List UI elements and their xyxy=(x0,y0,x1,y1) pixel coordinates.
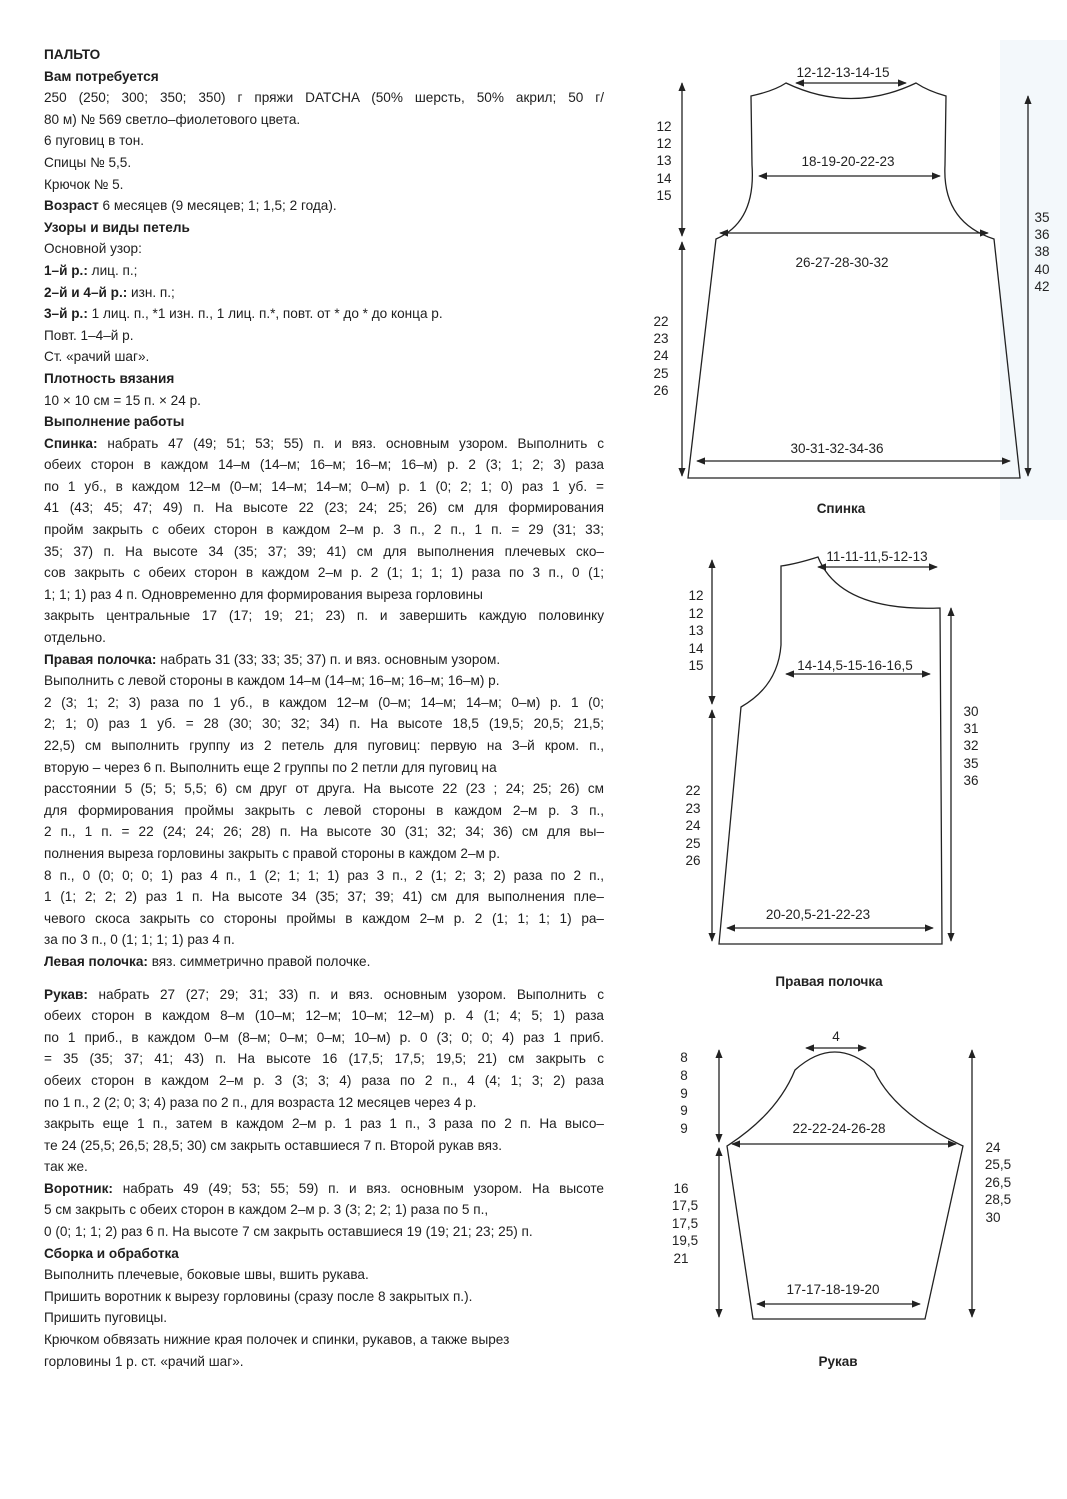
front-shoulder-label: 11-11-11,5-12-13 xyxy=(826,549,928,564)
sleeve-body-height: 17,5 xyxy=(671,1198,699,1213)
line-text: Ст. «рачий шаг». xyxy=(44,349,150,365)
back-hem-label: 30-31-32-34-36 xyxy=(790,441,884,456)
front-side-height: 26 xyxy=(685,853,701,868)
back-neck-label: 12-12-13-14-15 xyxy=(796,65,890,80)
back-mid-label: 26-27-28-30-32 xyxy=(795,255,889,270)
back-outline xyxy=(688,83,1020,478)
back-armhole-height: 12 xyxy=(656,119,672,134)
front-chest-label: 14-14,5-15-16-16,5 xyxy=(797,658,913,673)
back-armhole-height: 12 xyxy=(656,136,672,151)
line-label: 3–й р.: xyxy=(44,306,88,322)
line-text: = 35 (35; 37; 41; 43) п. На высоте 16 (17,5; 17,5; 19,5; 21) см закрыть с xyxy=(44,1051,604,1067)
line-label: Сборка и обработка xyxy=(44,1245,179,1261)
back-total-height: 38 xyxy=(1034,244,1050,259)
line-text: закрыть центральные 17 (17; 19; 21; 23) п. и завершить каждую половинку xyxy=(44,608,604,624)
line-text: пройм закрыть с обеих сторон в каждом 2–м р. 3 п., 2 п., 1 п. = 29 (31; 33; xyxy=(44,522,604,538)
sleeve-caption: Рукав xyxy=(818,1354,858,1369)
front-armhole-height: 15 xyxy=(688,658,704,673)
line-label: Рукав: xyxy=(44,986,88,1002)
line-text: 6 пуговиц в тон. xyxy=(44,133,145,149)
sleeve-total-height: 28,5 xyxy=(984,1192,1012,1207)
back-side-height: 22 xyxy=(653,314,669,329)
back-caption: Спинка xyxy=(816,501,866,516)
line-text: Пришить воротник к вырезу горловины (сразу после 8 закрытых п.). xyxy=(44,1288,473,1304)
line-text: 22,5) см выполнить группу из 2 петель для пуговиц: первую на 3–й кром. п., xyxy=(44,738,604,753)
sleeve-cap-height: 8 xyxy=(680,1050,688,1065)
line-text: отдельно. xyxy=(44,630,106,646)
line-text: 0 (0; 1; 1; 2) раз 6 п. На высоте 7 см закрыть оставшиеся 19 (19; 21; 23; 25) п. xyxy=(44,1224,533,1240)
front-armhole-height: 13 xyxy=(688,623,704,638)
line-text: 1 лиц. п., *1 изн. п., 1 лиц. п.*, повт. от * до * до конца р. xyxy=(87,306,443,322)
line-text: Пришить пуговицы. xyxy=(44,1310,168,1326)
line-label: Вам потребуется xyxy=(44,68,159,84)
line-text: для формирования проймы закрыть с левой стороны в каждом 2–м р. 3 п., xyxy=(44,802,604,818)
sleeve-outline xyxy=(727,1052,963,1319)
sleeve-cap-height: 9 xyxy=(680,1121,688,1136)
back-total-height: 36 xyxy=(1034,227,1050,242)
line-text: Выполнить с левой стороны в каждом 14–м (14–м; 16–м; 16–м; 16–м) р. xyxy=(44,673,500,689)
line-text: так же. xyxy=(44,1159,88,1175)
front-armhole-height: 12 xyxy=(688,606,704,621)
front-total-height: 31 xyxy=(963,721,979,736)
line-text: закрыть еще 1 п., затем в каждом 2–м р. 1 раз 1 п., 3 раза по 2 п. На высо– xyxy=(44,1116,604,1132)
front-total-height: 32 xyxy=(963,738,979,753)
line-text: набрать 27 (27; 29; 31; 33) п. и вяз. основным узором. Выполнить с xyxy=(87,986,604,1002)
line-label: Воротник: xyxy=(44,1180,113,1196)
line-text: Спицы № 5,5. xyxy=(44,154,132,170)
back-side-height: 25 xyxy=(653,366,669,381)
line-label: Правая полочка: xyxy=(44,651,157,667)
line-text: 250 (250; 300; 350; 350) г пряжи DATCHA (50% шерсть, 50% акрил; 50 г/ xyxy=(44,90,604,106)
page-title: ПАЛЬТО xyxy=(44,47,101,62)
front-outline xyxy=(719,557,942,944)
line-text: изн. п.; xyxy=(127,284,175,300)
line-text: чевого скоса закрыть со стороны проймы в каждом 2–м р. 2 (1; 1; 1; 1) ра– xyxy=(44,910,604,926)
front-side-heights xyxy=(685,783,701,868)
line-text: 35; 37) п. На высоте 34 (35; 37; 39; 41) см для выполнения плечевых ско– xyxy=(44,543,604,559)
back-armhole-height: 14 xyxy=(656,171,672,186)
line-text: Крючок № 5. xyxy=(44,176,124,192)
line-text: Основной узор: xyxy=(44,241,142,257)
line-text: лиц. п.; xyxy=(87,262,138,278)
line-text: обеих сторон в каждом 2–м р. 3 (3; 3; 4) раза по 2 п., 4 (4; 1; 3; 2) раза xyxy=(44,1072,604,1088)
line-text: обеих сторон в каждом 8–м (10–м; 12–м; 10–м; 12–м) р. 4 (1; 4; 5; 1) раза xyxy=(44,1008,604,1024)
front-side-height: 25 xyxy=(685,836,701,851)
line-text: набрать 47 (49; 51; 53; 55) п. и вяз. основным узором. Выполнить с xyxy=(97,435,604,451)
line-text: горловины 1 р. ст. «рачий шаг». xyxy=(44,1353,244,1369)
back-armhole-heights xyxy=(656,119,672,203)
line-text: расстоянии 5 (5; 5; 5,5; 6) см друг от друга. На высоте 22 (23 ; 24; 25; 26) см xyxy=(44,781,604,797)
sleeve-total-height: 24 xyxy=(985,1140,1001,1155)
sleeve-total-height: 26,5 xyxy=(984,1175,1012,1190)
back-side-height: 24 xyxy=(653,348,669,363)
back-armhole-height: 13 xyxy=(656,153,672,168)
line-text: 10 × 10 см = 15 п. × 24 р. xyxy=(44,392,201,408)
sleeve-top-label: 4 xyxy=(832,1029,840,1044)
back-total-height: 42 xyxy=(1034,279,1050,294)
back-chest-label: 18-19-20-22-23 xyxy=(801,154,895,169)
back-total-heights xyxy=(1034,210,1049,294)
front-total-height: 30 xyxy=(963,704,979,719)
line-label: 2–й и 4–й р.: xyxy=(44,284,128,300)
line-text: 8 п., 0 (0; 0; 0; 1) раз 4 п., 1 (2; 1; 1; 1) раз 3 п., 2 (1; 2; 3; 2) раза по 2 п., xyxy=(44,867,604,883)
front-side-height: 24 xyxy=(685,818,701,833)
sleeve-cap-height: 9 xyxy=(680,1103,688,1118)
line-text: за по 3 п., 0 (1; 1; 1; 1) раз 4 п. xyxy=(44,932,235,948)
line-text: 41 (43; 45; 47; 49) п. На высоте 22 (23; 24; 25; 26) см для формирования xyxy=(44,500,604,516)
line-text: набрать 49 (49; 53; 55; 59) п. и вяз. основным узором. На высоте xyxy=(112,1180,604,1196)
line-text: 80 м) № 569 светло–фиолетового цвета. xyxy=(44,111,301,127)
sleeve-cap-height: 8 xyxy=(680,1068,688,1083)
line-text: полнения выреза горловины закрыть с правой стороны в каждом 2–м р. xyxy=(44,845,500,861)
line-text: вяз. симметрично правой полочке. xyxy=(147,953,371,969)
back-armhole-height: 15 xyxy=(656,188,672,203)
sleeve-body-height: 19,5 xyxy=(671,1233,699,1248)
sleeve-cuff-label: 17-17-18-19-20 xyxy=(786,1282,880,1297)
back-side-height: 23 xyxy=(653,331,669,346)
sleeve-total-height: 30 xyxy=(985,1210,1001,1225)
line-text: по 1 п., 2 (2; 0; 3; 4) раза по 2 п., для возраста 12 месяцев через 4 р. xyxy=(44,1094,477,1110)
sleeve-cap-height: 9 xyxy=(680,1086,688,1101)
front-armhole-height: 12 xyxy=(688,588,704,603)
front-side-height: 23 xyxy=(685,801,701,816)
front-total-heights xyxy=(963,704,978,788)
line-label: Плотность вязания xyxy=(44,370,175,386)
line-label: 1–й р.: xyxy=(44,262,88,278)
front-total-height: 36 xyxy=(963,773,979,788)
back-total-height: 35 xyxy=(1034,210,1050,225)
line-label: Узоры и виды петель xyxy=(44,219,190,235)
sleeve-cap-heights xyxy=(680,1050,688,1136)
front-armhole-height: 14 xyxy=(688,641,704,656)
line-text: Крючком обвязать нижние края полочек и спинки, рукавов, а также вырез xyxy=(44,1332,510,1348)
line-text: 5 см закрыть с обеих сторон в каждом 2–м р. 3 (3; 2; 2; 1) раза по 5 п., xyxy=(44,1202,489,1218)
line-text: по 1 уб., в каждом 12–м (0–м; 14–м; 14–м; 0–м) р. 1 (0; 2; 1; 0) раз 1 уб. = xyxy=(44,478,604,494)
sleeve-body-height: 17,5 xyxy=(671,1216,699,1231)
front-hem-label: 20-20,5-21-22-23 xyxy=(765,907,871,922)
line-text: 1; 1; 1) раз 4 п. Одновременно для формирования выреза горловины xyxy=(44,586,483,602)
front-side-height: 22 xyxy=(685,783,701,798)
front-total-height: 35 xyxy=(963,756,979,771)
sleeve-width-label: 22-22-24-26-28 xyxy=(792,1121,886,1136)
line-text: вторую – через 6 п. Выполнить еще 2 группы по 2 петли для пуговиц на xyxy=(44,759,497,775)
sleeve-total-heights xyxy=(985,1140,1011,1225)
line-text: сов закрыть с обеих сторон в каждом 2–м р. 2 (1; 1; 1; 1) раза по 3 п., 0 (1; xyxy=(44,565,604,581)
line-text: 2 (3; 1; 2; 3) раза по 1 уб., в каждом 12–м (0–м; 14–м; 14–м; 0–м) р. 1 (0; xyxy=(44,694,604,710)
line-label: Возраст xyxy=(44,198,99,214)
line-text: 6 месяцев (9 месяцев; 1; 1,5; 2 года). xyxy=(98,198,337,214)
line-label: Выполнение работы xyxy=(44,414,185,430)
line-text: Повт. 1–4–й р. xyxy=(44,327,134,343)
back-side-heights xyxy=(653,314,669,398)
line-label: Спинка: xyxy=(44,435,98,451)
line-text: 2 п., 1 п. = 22 (24; 24; 26; 28) п. На высоте 30 (31; 32; 34; 36) см для вы– xyxy=(44,824,604,840)
line-text: набрать 31 (33; 33; 35; 37) п. и вяз. основным узором. xyxy=(156,651,501,667)
sleeve-body-heights xyxy=(672,1181,698,1266)
back-side-height: 26 xyxy=(653,383,669,398)
sleeve-total-height: 25,5 xyxy=(984,1157,1012,1172)
sleeve-body-height: 16 xyxy=(673,1181,689,1196)
back-total-height: 40 xyxy=(1034,262,1050,277)
front-caption: Правая полочка xyxy=(775,974,883,989)
line-text: 2; 1; 0) раз 1 уб. = 28 (30; 30; 32; 34) п. На высоте 18,5 (19,5; 20,5; 21,5; xyxy=(44,716,604,732)
line-text: Выполнить плечевые, боковые швы, вшить рукава. xyxy=(44,1267,369,1283)
line-text: обеих сторон в каждом 14–м (14–м; 16–м; 16–м; 16–м) р. 2 (3; 1; 2; 3) раза xyxy=(44,457,604,473)
line-label: Левая полочка: xyxy=(44,953,148,969)
sleeve-body-height: 21 xyxy=(673,1251,689,1266)
line-text: по 1 приб., в каждом 0–м (8–м; 0–м; 0–м; 10–м) р. 0 (3; 0; 0; 4) раз 1 приб. xyxy=(44,1029,604,1045)
front-armhole-heights xyxy=(688,588,704,673)
line-text: 1 (1; 2; 2; 2) раз 1 п. На высоте 34 (35; 37; 39; 41) см для выполнения пле– xyxy=(44,889,604,905)
line-text: те 24 (25,5; 26,5; 28,5; 30) см закрыть оставшиеся 7 п. Второй рукав вяз. xyxy=(44,1137,503,1153)
